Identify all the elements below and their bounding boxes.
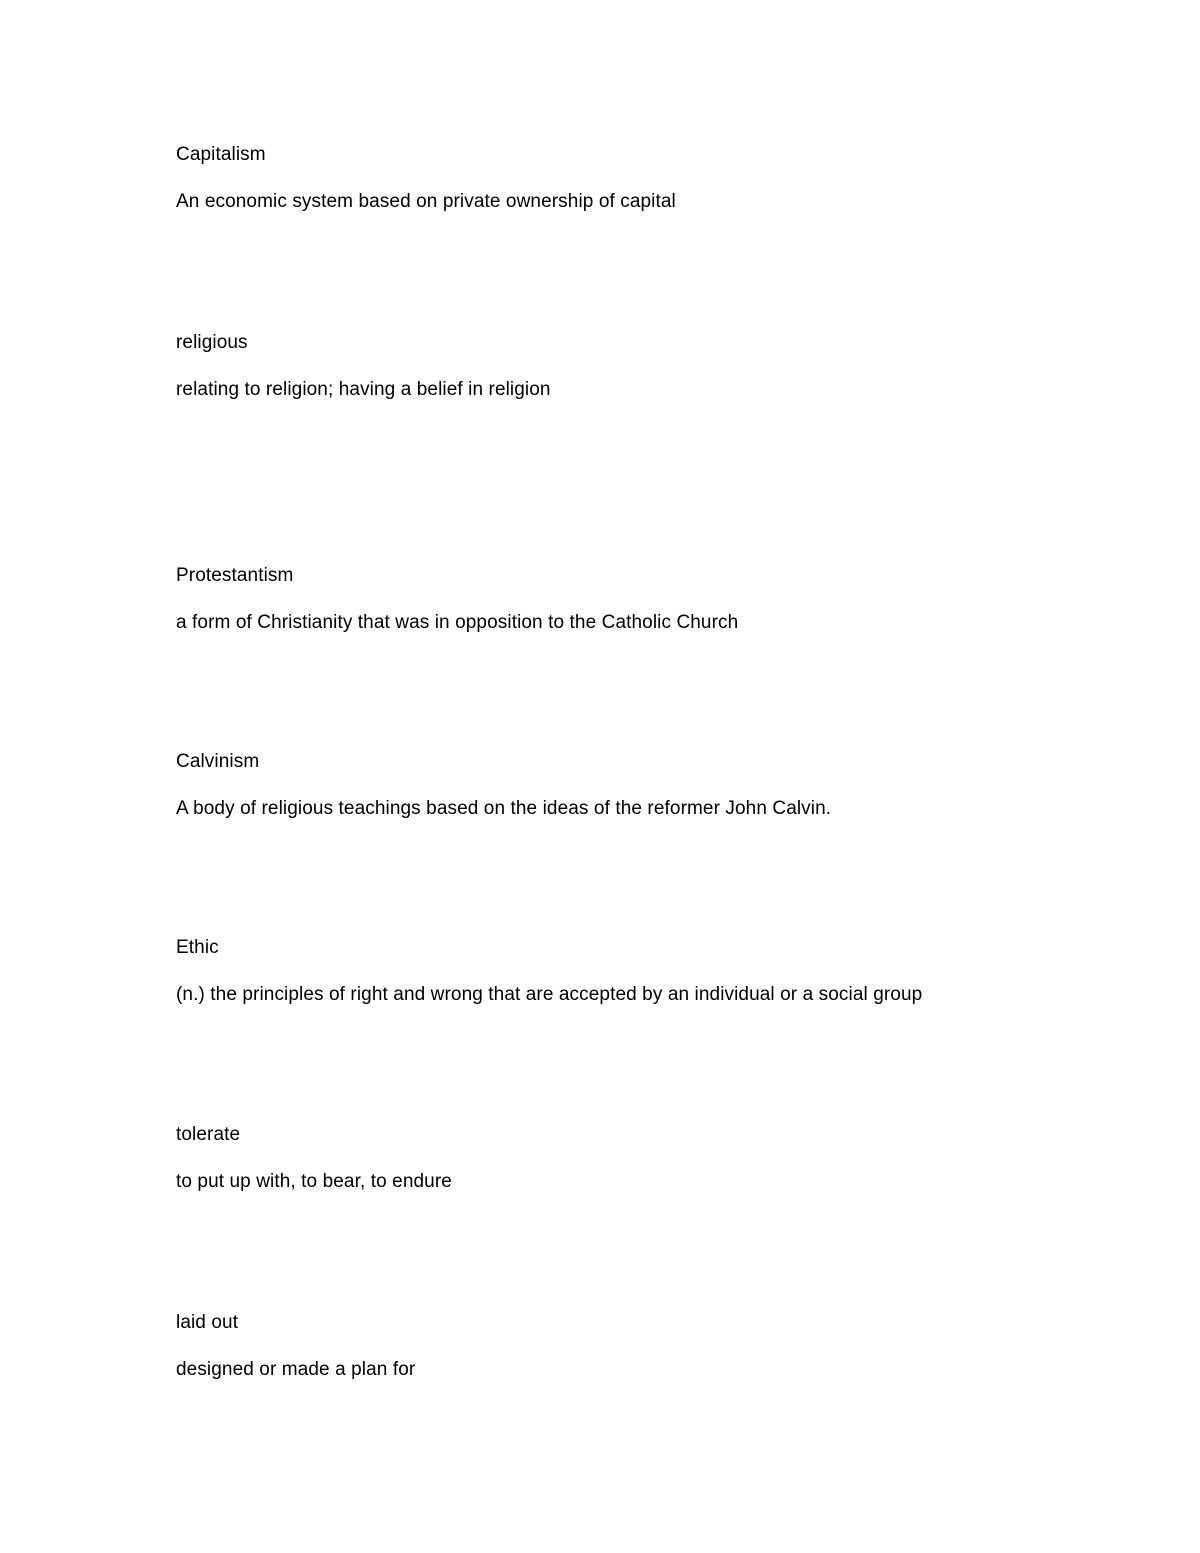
definition: relating to religion; having a belief in religion xyxy=(176,379,551,400)
definition: (n.) the principles of right and wrong that are accepted by an individual or a social group xyxy=(176,984,923,1005)
vocab-entry-calvinism xyxy=(176,750,1136,821)
term: Calvinism xyxy=(176,751,260,772)
vocab-entry-ethic xyxy=(176,936,1136,1007)
term: Ethic xyxy=(176,937,219,958)
definition: a form of Christianity that was in opposition to the Catholic Church xyxy=(176,612,739,633)
vocab-entry-protestantism xyxy=(176,564,1136,635)
term: Protestantism xyxy=(176,565,294,586)
term: laid out xyxy=(176,1312,239,1333)
term: Capitalism xyxy=(176,144,266,165)
vocab-entry-capitalism xyxy=(176,143,1136,214)
vocab-entry-religious xyxy=(176,331,1136,402)
definition: A body of religious teachings based on the ideas of the reformer John Calvin. xyxy=(176,798,832,819)
definition: An economic system based on private ownership of capital xyxy=(176,191,676,212)
term: religious xyxy=(176,332,248,353)
term: tolerate xyxy=(176,1124,241,1145)
definition: to put up with, to bear, to endure xyxy=(176,1171,452,1192)
vocab-entry-tolerate xyxy=(176,1123,1136,1194)
definition: designed or made a plan for xyxy=(176,1359,416,1380)
vocab-entry-laid-out xyxy=(176,1311,1136,1382)
